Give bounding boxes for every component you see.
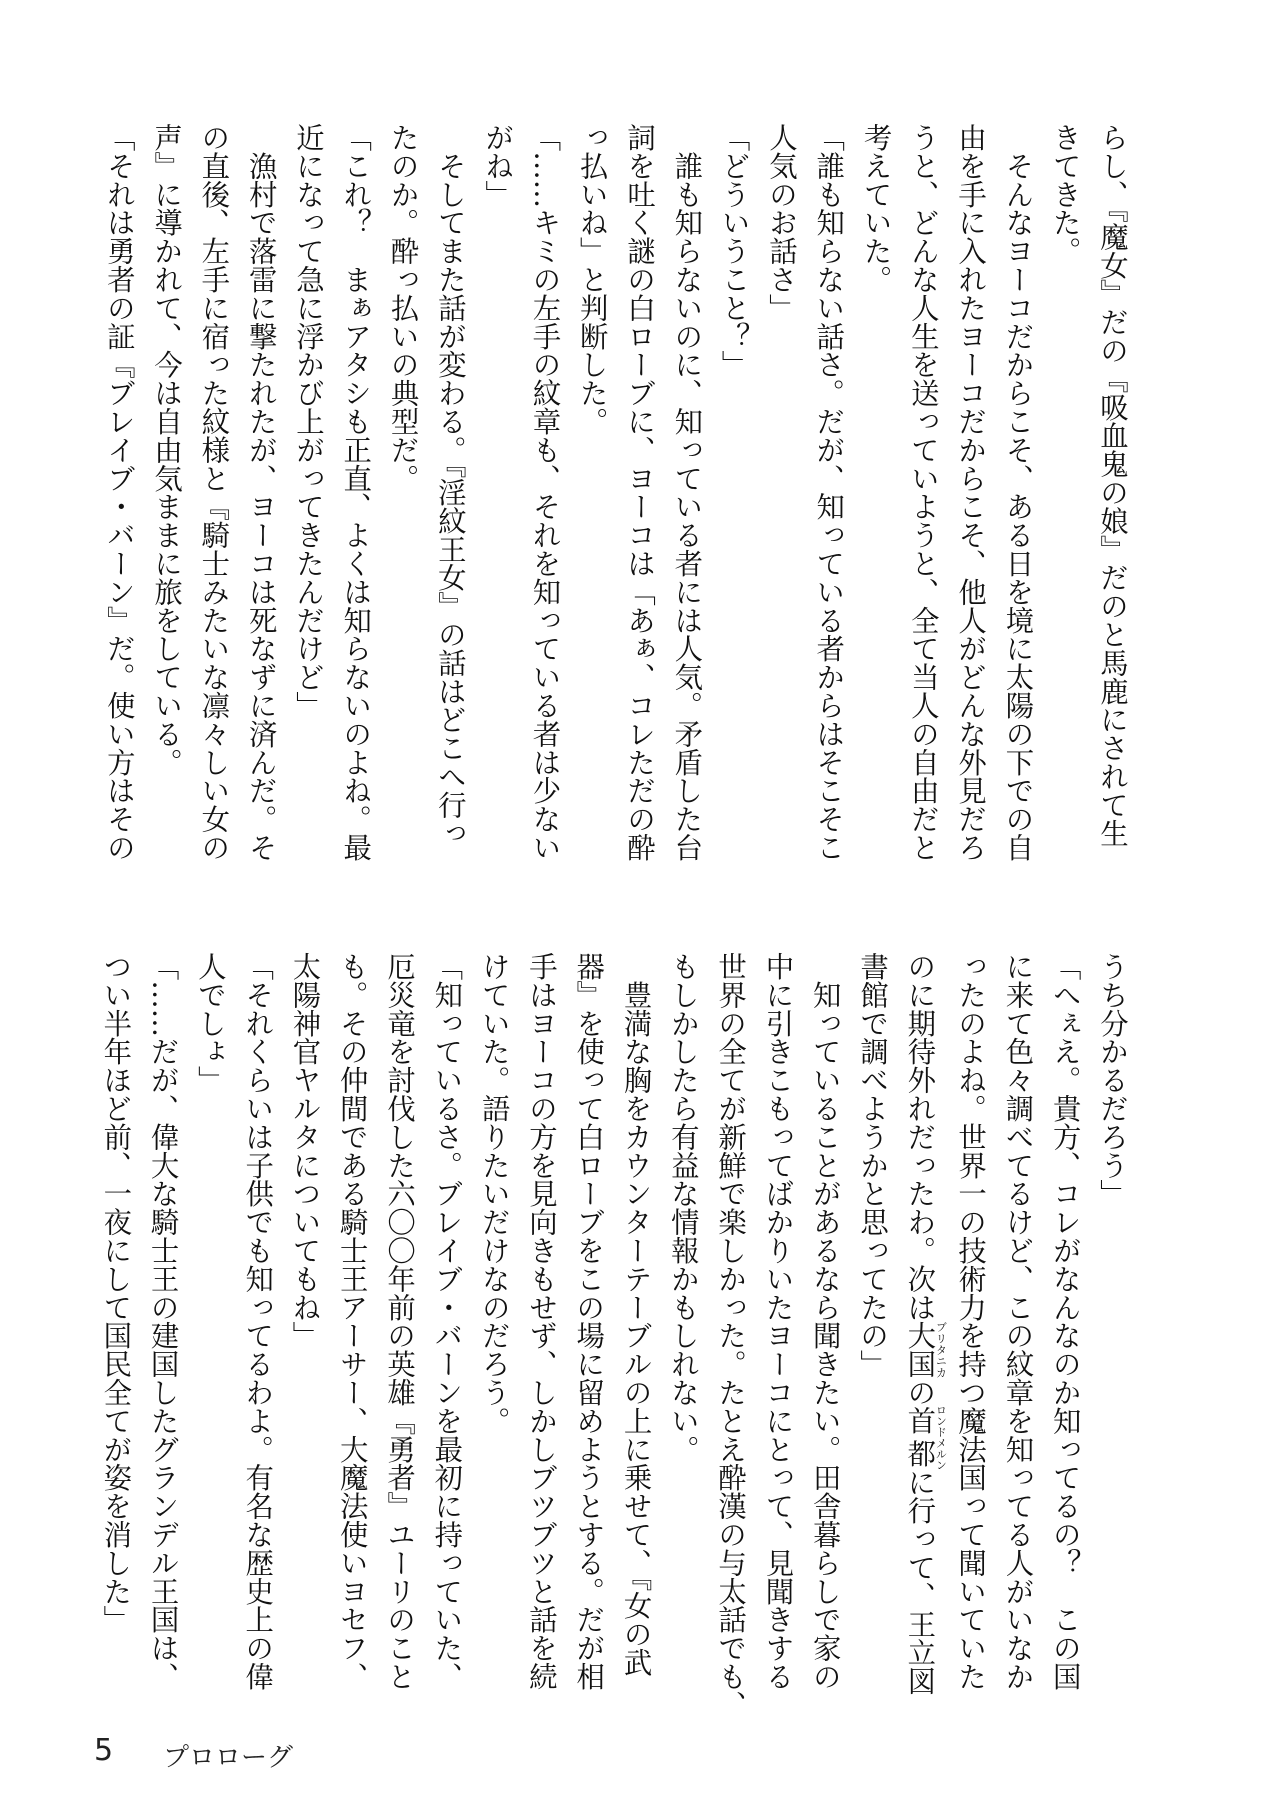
text-line [332, 123, 379, 862]
text-line [328, 952, 375, 1691]
text-segment: 知っていることがあるなら聞きたい。田舎暮らしで家の [808, 952, 842, 1691]
text-line [612, 952, 659, 1677]
text-line [660, 952, 707, 1592]
text-segment: 書館で調べようかと思ってたの」 [856, 952, 890, 1378]
text-segment: 「どういうこと？」 [717, 123, 751, 379]
text-segment: うと、どんな人生を送っていようと、全て当人の自由だと [906, 123, 940, 862]
ruby-reading: ロンドメルン [934, 1404, 948, 1471]
text-line [92, 952, 139, 1634]
text-line [852, 123, 899, 763]
text-segment: 世界の全てが新鮮で楽しかった。たとえ酔漢の与太話でも、 [714, 952, 748, 1719]
text-segment: に行って、王立図 [903, 1467, 937, 1696]
text-line [379, 123, 426, 763]
text-segment: 近になって急に浮かび上がってきたんだけど」 [291, 123, 325, 720]
text-line [376, 952, 423, 1691]
text-segment: うち分かるだろう」 [1096, 952, 1129, 1208]
text-segment: 声』に導かれて、今は自由気ままに旅をしている。 [150, 123, 184, 777]
text-line [1041, 123, 1088, 763]
text-segment: も。その仲間である騎士王アーサー、大魔法使いヨセフ、 [335, 952, 369, 1691]
text-line [474, 123, 521, 763]
text-line [947, 952, 994, 1691]
text-line [518, 952, 565, 1691]
text-segment: がね」 [481, 123, 515, 209]
text-segment: 漁村で落雷に撃たれたが、ヨーコは死なずに済んだ。そ [244, 123, 278, 862]
text-segment: 詞を吐く謎の白ローブに、ヨーコは「あぁ、コレただの酔 [623, 123, 657, 862]
ruby-base: 大国 [903, 1321, 937, 1379]
text-segment: 器』を使って白ローブをこの場に留めようとする。だが相 [572, 952, 606, 1691]
text-segment: 人気のお話さ」 [764, 123, 798, 322]
text-line [568, 123, 615, 763]
text-segment: 豊満な胸をカウンターテーブルの上に乗せて、『女の武 [619, 952, 653, 1677]
text-segment: つい半年ほど前、一夜にして国民全てが姿を消した」 [99, 952, 133, 1634]
text-line [1089, 123, 1136, 848]
text-line [521, 123, 568, 862]
text-segment: の [903, 1378, 937, 1407]
text-line [190, 123, 237, 862]
text-block-lower [92, 952, 1136, 1719]
text-line [95, 123, 142, 862]
text-segment: きてきた。 [1048, 123, 1082, 265]
ruby-reading: ブリタニカ [934, 1321, 948, 1378]
text-line [754, 952, 801, 1691]
text-segment: 「……だが、偉大な騎士王の建国したグランデル王国は、 [146, 952, 180, 1691]
text-line [281, 952, 328, 1592]
text-segment: 「これ？ まぁアタシも正直、よくは知らないのよね。最 [339, 123, 373, 862]
text-segment: 「それは勇者の証『ブレイブ・バーン』だ。使い方はその [102, 123, 136, 862]
text-segment: 「……キミの左手の紋章も、それを知っている者は少ない [528, 123, 562, 862]
text-segment: 「へぇえ。貴方、コレがなんなのか知ってるの？ この国 [1048, 952, 1082, 1691]
text-line [285, 123, 332, 763]
text-segment: っ払いね」と判断した。 [575, 123, 609, 436]
text-segment: に来て色々調べてるけど、この紋章を知ってる人がいなか [1001, 952, 1035, 1691]
text-line [565, 952, 612, 1691]
text-line [663, 123, 710, 862]
text-line [237, 123, 284, 862]
text-line [1041, 952, 1088, 1691]
text-line [707, 952, 754, 1719]
text-line [947, 123, 994, 862]
text-segment: 由を手に入れたヨーコだからこそ、他人がどんな外見だろ [954, 123, 988, 862]
text-line [710, 123, 757, 763]
text-line [994, 952, 1041, 1691]
text-segment: 中に引きこもってばかりいたヨーコにとって、見聞きする [761, 952, 795, 1691]
text-segment: 「誰も知らない話さ。だが、知っている者からはそこそこ [812, 123, 846, 862]
text-line [616, 123, 663, 862]
text-segment: そんなヨーコだからこそ、ある日を境に太陽の下での自 [1001, 123, 1035, 862]
text-line [187, 952, 234, 1592]
text-segment: 人でしょ」 [193, 952, 227, 1094]
text-segment: 太陽神官ヤルタについてもね」 [288, 952, 322, 1350]
text-line [427, 123, 474, 848]
text-segment: たのか。酔っ払いの典型だ。 [386, 123, 420, 493]
text-segment: そしてまた話が変わる。『淫紋王女』の話はどこへ行っ [433, 123, 467, 848]
text-segment: 「知っているさ。ブレイブ・バーンを最初に持っていた、 [430, 952, 464, 1691]
text-line [805, 123, 852, 862]
text-line [423, 952, 470, 1691]
text-line [849, 952, 896, 1592]
text-line [896, 952, 948, 1696]
text-segment: らし、『魔女』だの『吸血鬼の娘』だのと馬鹿にされて生 [1096, 123, 1129, 848]
text-line [234, 952, 281, 1691]
text-segment: もしかしたら有益な情報かもしれない。 [666, 952, 700, 1464]
text-segment: けていた。語りたいだけなのだろう。 [477, 952, 511, 1435]
text-line [1089, 952, 1136, 1592]
text-line [143, 123, 190, 777]
text-segment: 誰も知らないのに、知っている者には人気。矛盾した台 [670, 123, 704, 862]
text-segment: 手はヨーコの方を見向きもせず、しかしブツブツと話を続 [524, 952, 558, 1691]
text-segment: のに期待外れだったわ。次は [903, 952, 937, 1322]
text-segment: 「それくらいは子供でも知ってるわよ。有名な歴史上の偉 [241, 952, 275, 1691]
text-line [994, 123, 1041, 862]
text-line [758, 123, 805, 763]
text-segment: 考えていた。 [859, 123, 893, 294]
text-line [801, 952, 848, 1691]
ruby-base: 首都 [903, 1404, 937, 1471]
text-segment: の直後、左手に宿った紋様と『騎士みたいな凛々しい女の [197, 123, 231, 862]
page-number: 5 [94, 1733, 114, 1768]
text-line [139, 952, 186, 1691]
text-line [470, 952, 517, 1592]
ruby-annotated-word [903, 1404, 948, 1471]
ruby-annotated-word [903, 1321, 948, 1379]
text-line [900, 123, 947, 862]
text-segment: ったのよね。世界一の技術力を持つ魔法国って聞いていた [954, 952, 988, 1691]
chapter-title: プロローグ [163, 1743, 294, 1773]
text-segment: 厄災竜を討伐した六〇〇年前の英雄『勇者』ユーリのこと [383, 952, 417, 1691]
text-block-upper [95, 123, 1136, 862]
